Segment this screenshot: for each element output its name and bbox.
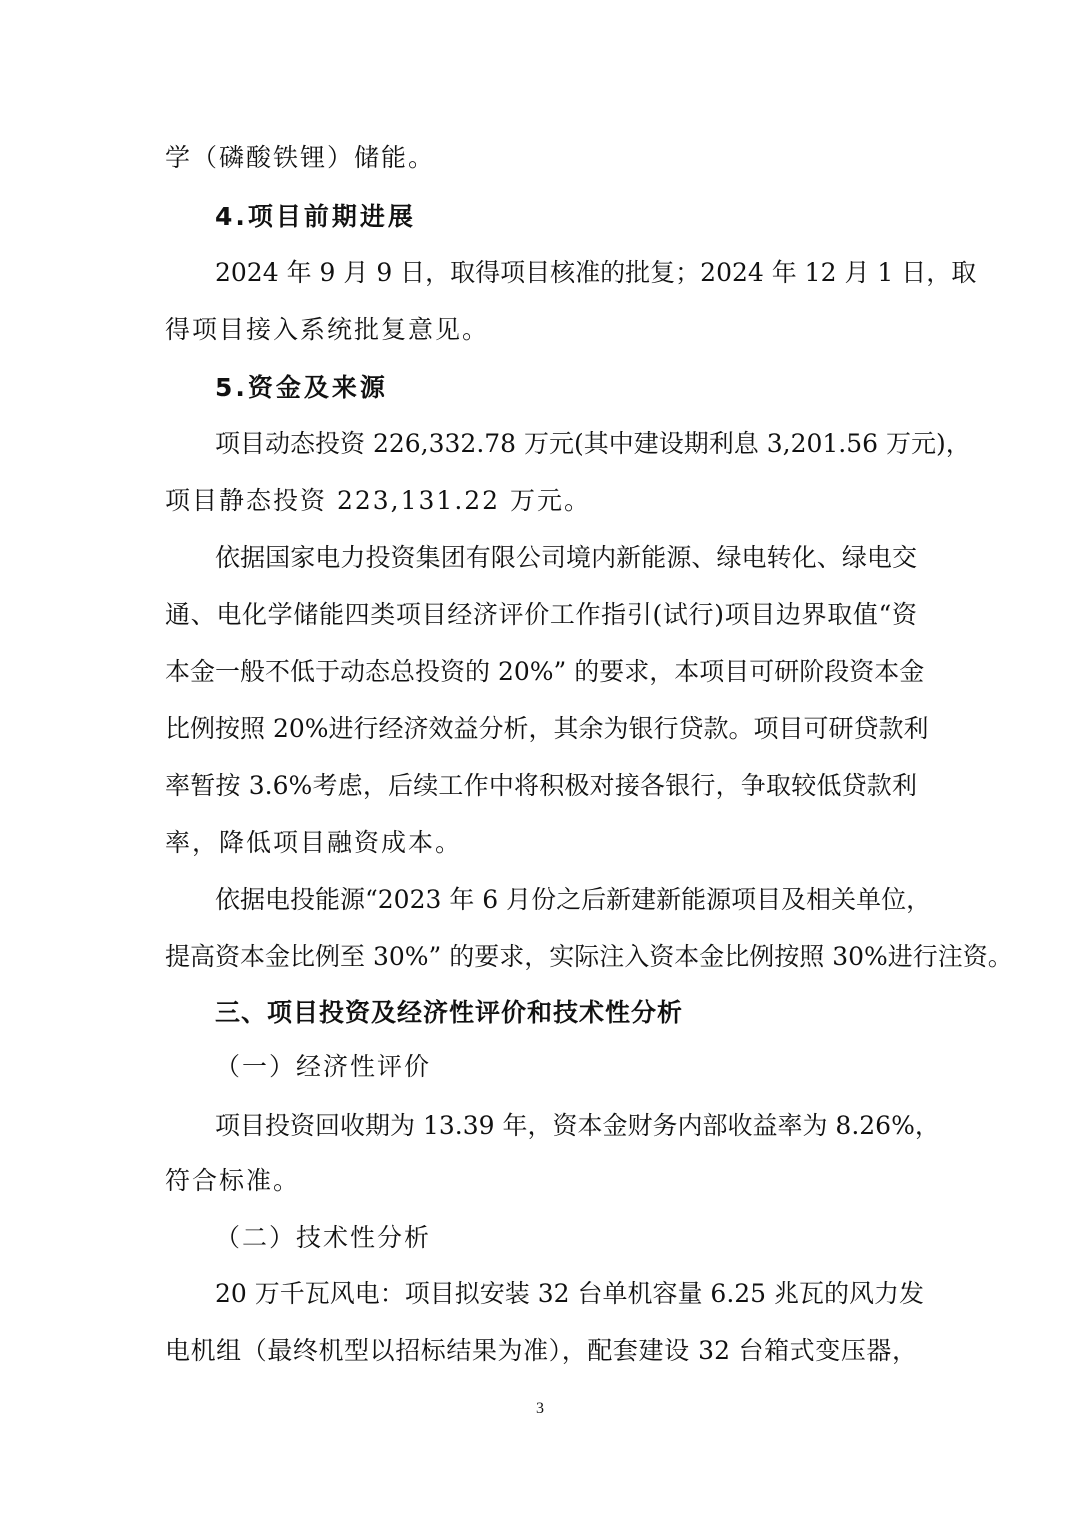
chapter-heading: 三、项目投资及经济性评价和技术性分析	[215, 998, 684, 1027]
paragraph-line: 得项目接入系统批复意见。	[165, 315, 490, 344]
paragraph-line: 本金一般不低于动态总投资的 20%” 的要求，本项目可研阶段资本金	[165, 657, 925, 686]
paragraph-line: 通、电化学储能四类项目经济评价工作指引(试行)项目边界取值“资	[165, 600, 917, 629]
subsection-heading: （二）技术性分析	[215, 1223, 432, 1252]
paragraph-line: 2024 年 9 月 9 日，取得项目核准的批复；2024 年 12 月 1 日，取	[215, 258, 977, 287]
paragraph-line: 率暂按 3.6%考虑，后续工作中将积极对接各银行，争取较低贷款利	[165, 771, 917, 800]
page-number: 3	[536, 1400, 544, 1417]
paragraph-line: 提高资本金比例至 30%” 的要求，实际注入资本金比例按照 30%进行注资。	[165, 942, 1013, 971]
section-heading: 4.项目前期进展	[215, 202, 416, 231]
section-heading: 5.资金及来源	[215, 373, 388, 402]
paragraph-line: 依据电投能源“2023 年 6 月份之后新建新能源项目及相关单位，	[215, 885, 932, 914]
paragraph-line: 项目静态投资 223,131.22 万元。	[165, 486, 592, 515]
paragraph-line: 率，降低项目融资成本。	[165, 828, 463, 857]
paragraph-line: 电机组（最终机型以招标结果为准），配套建设 32 台箱式变压器，	[165, 1336, 917, 1365]
paragraph-line: 依据国家电力投资集团有限公司境内新能源、绿电转化、绿电交	[215, 543, 917, 572]
paragraph-line: 学（磷酸铁锂）储能。	[165, 143, 436, 172]
paragraph-line: 项目投资回收期为 13.39 年，资本金财务内部收益率为 8.26%，	[215, 1111, 940, 1140]
paragraph-line: 项目动态投资 226,332.78 万元(其中建设期利息 3,201.56 万元)，	[215, 429, 971, 458]
subsection-heading: （一）经济性评价	[215, 1052, 432, 1081]
paragraph-line: 20 万千瓦风电：项目拟安装 32 台单机容量 6.25 兆瓦的风力发	[215, 1279, 925, 1308]
paragraph-line: 比例按照 20%进行经济效益分析，其余为银行贷款。项目可研贷款利	[165, 714, 929, 743]
paragraph-line: 符合标准。	[165, 1166, 301, 1195]
